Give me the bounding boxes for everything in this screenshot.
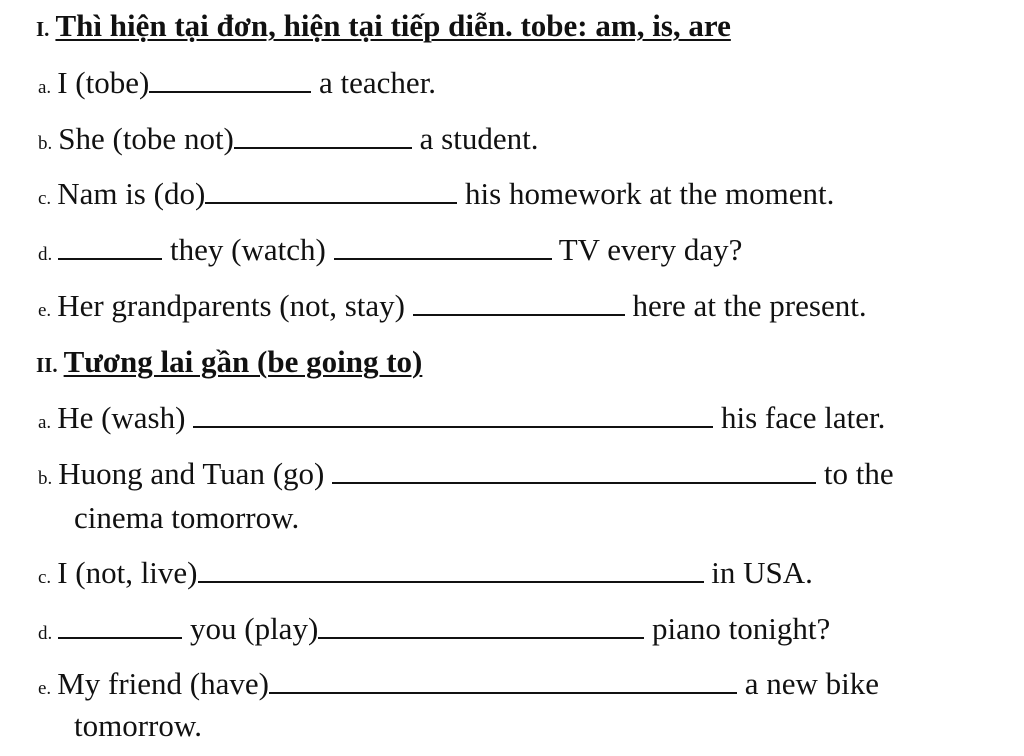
- exercise-1b: [38, 123, 538, 154]
- answer-blank[interactable]: [332, 460, 816, 484]
- prompt-text: He (wash): [57, 400, 194, 435]
- answer-blank[interactable]: [198, 559, 704, 583]
- exercise-1d: [38, 234, 742, 265]
- item-marker: b.: [38, 133, 53, 154]
- section-1-number: I.: [36, 17, 50, 41]
- exercise-2b: [38, 458, 894, 489]
- answer-blank[interactable]: [269, 670, 737, 694]
- answer-blank[interactable]: [205, 180, 457, 204]
- exercise-2e-continuation: tomorrow.: [74, 708, 202, 743]
- exercise-1c: [38, 178, 834, 209]
- exercise-2a: [38, 402, 885, 433]
- prompt-text: a new bike: [736, 666, 879, 701]
- exercise-1a: [38, 67, 436, 98]
- prompt-text: I (not, live): [57, 555, 198, 590]
- answer-blank[interactable]: [149, 69, 311, 93]
- section-2-number: II.: [36, 353, 58, 377]
- answer-blank[interactable]: [334, 236, 552, 260]
- section-1-heading: [36, 10, 731, 41]
- answer-blank[interactable]: [413, 292, 625, 316]
- item-marker: c.: [38, 567, 52, 588]
- exercise-2e: [38, 668, 879, 699]
- answer-blank[interactable]: [58, 615, 182, 639]
- prompt-text: his face later.: [713, 400, 886, 435]
- prompt-text: you (play): [182, 611, 319, 646]
- prompt-text: Huong and Tuan (go): [58, 456, 333, 491]
- prompt-text: a teacher.: [311, 65, 437, 100]
- exercise-2d: [38, 613, 830, 644]
- answer-blank[interactable]: [318, 615, 644, 639]
- prompt-text: Nam is (do): [57, 176, 206, 211]
- item-marker: e.: [38, 678, 52, 699]
- section-1-title: Thì hiện tại đơn, hiện tại tiếp diễn. tobe: am, is, are: [55, 8, 731, 43]
- item-marker: a.: [38, 77, 52, 98]
- prompt-text: Her grandparents (not, stay): [57, 288, 413, 323]
- answer-blank[interactable]: [58, 236, 162, 260]
- prompt-text: TV every day?: [551, 232, 743, 267]
- prompt-text: a student.: [411, 121, 539, 156]
- item-marker: e.: [38, 300, 52, 321]
- section-2-heading: [36, 346, 422, 377]
- item-marker: b.: [38, 468, 53, 489]
- item-marker: d.: [38, 244, 53, 265]
- answer-blank[interactable]: [193, 404, 713, 428]
- item-marker: c.: [38, 188, 52, 209]
- exercise-2c: [38, 557, 813, 588]
- prompt-text: She (tobe not): [58, 121, 234, 156]
- prompt-text: in USA.: [703, 555, 813, 590]
- exercise-2b-continuation: cinema tomorrow.: [74, 500, 300, 535]
- prompt-text: they (watch): [162, 232, 334, 267]
- item-marker: d.: [38, 623, 53, 644]
- exercise-1e: [38, 290, 867, 321]
- prompt-text: My friend (have): [57, 666, 269, 701]
- answer-blank[interactable]: [234, 125, 412, 149]
- prompt-text: here at the present.: [624, 288, 867, 323]
- prompt-text: piano tonight?: [644, 611, 831, 646]
- section-2-title: Tương lai gần (be going to): [63, 344, 423, 379]
- prompt-text: I (tobe): [57, 65, 150, 100]
- prompt-text: to the: [816, 456, 894, 491]
- item-marker: a.: [38, 412, 52, 433]
- prompt-text: his homework at the moment.: [457, 176, 835, 211]
